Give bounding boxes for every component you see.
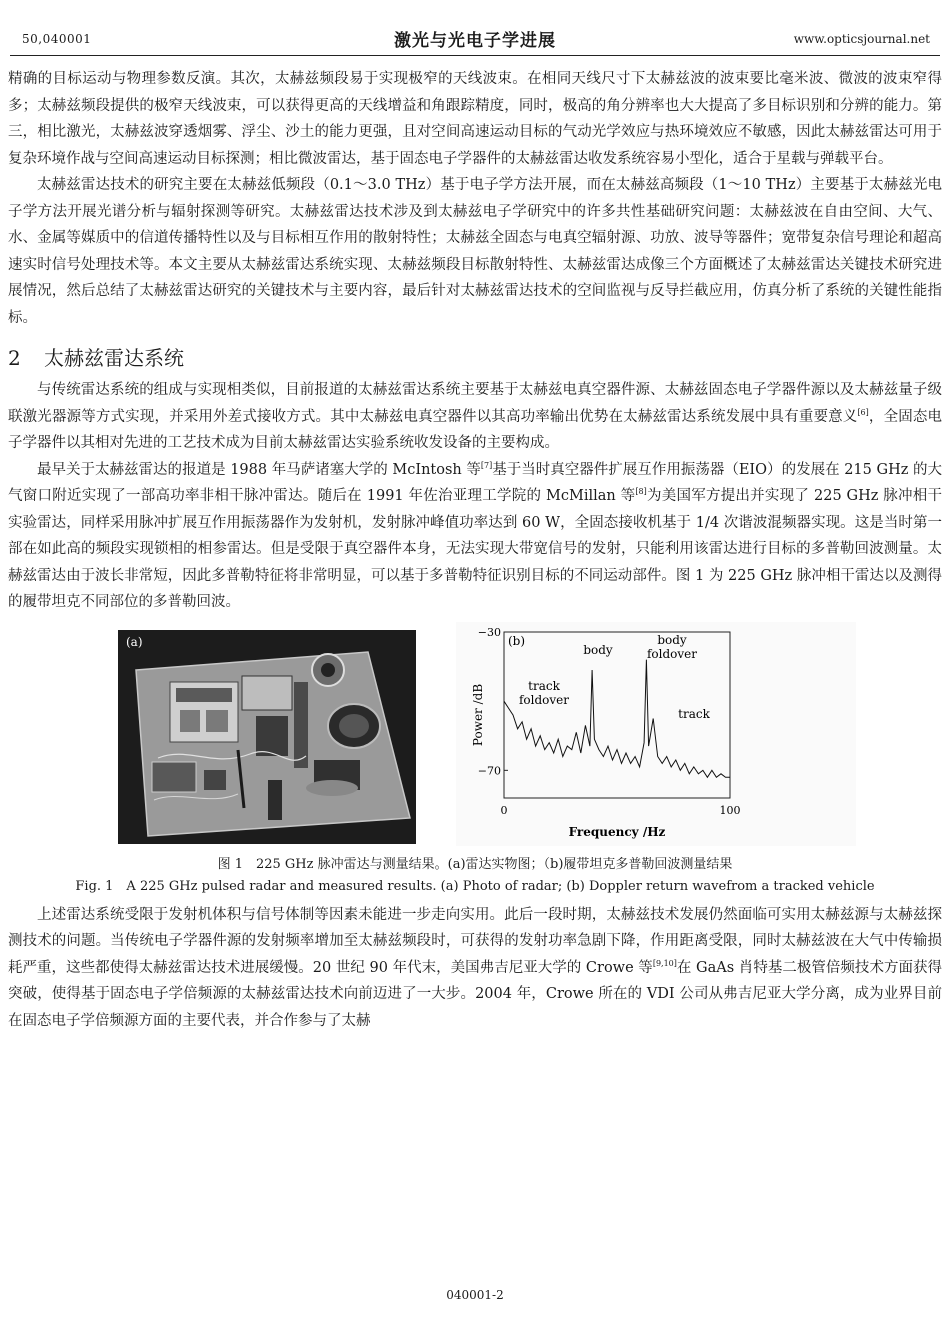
panel-a-label: (a): [126, 634, 143, 649]
page-body: [8, 66, 942, 1034]
x-tick-label: 0: [500, 803, 508, 817]
annotation-body-foldover-2: foldover: [646, 646, 698, 661]
section-number: 2: [8, 346, 21, 370]
figure-caption-en: Fig. 1 A 225 GHz pulsed radar and measured results. (a) Photo of radar; (b) Doppler return wavefrom a tracked vehicle: [75, 878, 875, 894]
header-rule: [10, 55, 940, 56]
paragraph-4: [8, 457, 942, 616]
y-tick-label: −70: [477, 763, 501, 777]
paragraph-1: 精确的目标运动与物理参数反演。其次，太赫兹频段易于实现极窄的天线波束。在相同天线尺寸下太赫兹波的波束要比毫米波、微波的波束窄得多；太赫兹频段提供的极窄天线波束，可以获得更高的天线增益和角跟踪精度，同时，极高的角分辨率也大大提高了多目标识别和分辨的能力。第三，相比激光，太赫兹波穿透烟雾、浮尘、沙土的能力更强，且对空间高速运动目标的气动光学效应与热环境效应不敏感，因此太赫兹雷达可用于复杂环境作战与空间高速运动目标探测；相比微波雷达，基于固态电子学器件的太赫兹雷达收发系统容易小型化，适合于星载与弹载平台。: [8, 71, 942, 167]
x-axis-label: Frequency /Hz: [568, 824, 666, 839]
paragraph-4-text-c: 为美国军方提出并实现了 225 GHz 脉冲相干实验雷达，同样采用脉冲扩展互作用振荡器作为发射机，发射脉冲峰值功率达到 60 W，全固态接收机基于 1/4 次谐波混频器实现。这是当时第一部在如此高的频段实现锁相的相参雷达。但是受限于真空器件本身，无法实现大带宽信号的发射，只能利用该雷达进行目标的多普勒回波测量。太赫兹雷达由于波长非常短，因此多普勒特征将非常明显，可以基于多普勒特征识别目标的不同运动部件。图 1 为 225 GHz 脉冲相干雷达以及测得的履带坦克不同部位的多普勒回波。: [8, 488, 943, 610]
radar-photo: [118, 630, 416, 844]
x-tick-label: 100: [719, 803, 741, 817]
section-title: 太赫兹雷达系统: [44, 346, 184, 370]
article-number: 50,040001: [22, 32, 92, 46]
figure-1: [8, 622, 942, 846]
annotation-body-foldover: body: [657, 632, 687, 647]
figure-caption-cn: 图 1 225 GHz 脉冲雷达与测量结果。(a)雷达实物图；（b)履带坦克多普勒回波测量结果: [217, 856, 733, 872]
page-number: 040001-2: [446, 1288, 504, 1302]
annotation-body: body: [583, 642, 613, 657]
citation[interactable]: [9,10]: [652, 958, 677, 968]
y-axis-label: Power /dB: [471, 683, 485, 746]
page-header: [10, 22, 940, 56]
journal-title: 激光与光电子学进展: [394, 31, 556, 51]
y-tick-label: −30: [477, 625, 501, 639]
journal-url[interactable]: www.opticsjournal.net: [793, 32, 930, 46]
paragraph-5-text-b: 在 GaAs 肖特基二极管倍频技术方面获得突破，使得基于固态电子学倍频源的太赫兹雷达技术向前迈进了一大步。2004 年，Crowe 所在的 VDI 公司从弗吉尼亚大学分离，成为业界目前在固态电子学倍频源方面的主要代表，并合作参与了太赫: [8, 959, 943, 1029]
paragraph-5: [8, 902, 942, 1035]
paragraph-4-text-b: 基于当时真空器件扩展互作用振荡器（EIO）的发展在 215 GHz 的大气窗口附近实现了一部高功率非相干脉冲雷达。随后在 1991 年佐治亚理工学院的 McMillan 等: [8, 461, 942, 504]
citation[interactable]: [6]: [857, 407, 869, 417]
doppler-chart: [456, 622, 856, 846]
paragraph-2: 太赫兹雷达技术的研究主要在太赫兹低频段（0.1～3.0 THz）基于电子学方法开展，而在太赫兹高频段（1～10 THz）主要基于太赫兹光电子学方法开展光谱分析与辐射探测等研究。太赫兹雷达技术涉及到太赫兹电子学研究中的许多共性基础研究问题：太赫兹波在自由空间、大气、水、金属等媒质中的信道传播特性以及与目标相互作用的散射特性；太赫兹全固态与电真空辐射源、功放、波导等器件；宽带复杂信号理论和超高速实时信号处理技术等。本文主要从太赫兹雷达系统实现、太赫兹频段目标散射特性、太赫兹雷达成像三个方面概述了太赫兹雷达关键技术研究进展情况，然后总结了太赫兹雷达研究的关键技术与主要内容，最后针对太赫兹雷达技术的空间监视与反导拦截应用，仿真分析了系统的关键性能指标。: [8, 177, 942, 326]
annotation-track-foldover-2: foldover: [518, 692, 570, 707]
paragraph-4-text-a: 最早关于太赫兹雷达的报道是 1988 年马萨诸塞大学的 McIntosh 等: [37, 461, 481, 478]
paragraph-3: [8, 377, 942, 457]
paragraph-3-text-b: ，全固态电子学器件以其相对先进的工艺技术成为目前太赫兹雷达实验系统收发设备的主要构成。: [8, 408, 943, 451]
panel-b-label: (b): [508, 633, 526, 648]
citation[interactable]: [7]: [480, 460, 493, 470]
paragraph-5-text-a: 上述雷达系统受限于发射机体积与信号体制等因素未能进一步走向实用。此后一段时期，太赫兹技术发展仍然面临可实用太赫兹源与太赫兹探测技术的问题。当传统电子学器件源的发射频率增加至太赫兹频段时，可获得的发射功率急剧下降，作用距离受限，同时太赫兹波在大气中传输损耗严重，这些都使得太赫兹雷达技术进展缓慢。20 世纪 90 年代末，美国弗吉尼亚大学的 Crowe 等: [8, 906, 942, 976]
section-heading: [8, 341, 942, 375]
annotation-track: track: [678, 706, 710, 721]
citation[interactable]: [8]: [635, 487, 647, 496]
annotation-track-foldover: track: [528, 678, 560, 693]
paragraph-3-text-a: 与传统雷达系统的组成与实现相类似，目前报道的太赫兹雷达系统主要基于太赫兹电真空器件源、太赫兹固态电子学器件源以及太赫兹量子级联激光器源等方式实现，并采用外差式接收方式。其中太赫兹电真空器件以其高功率输出优势在太赫兹雷达系统发展中具有重要意义: [8, 382, 942, 425]
